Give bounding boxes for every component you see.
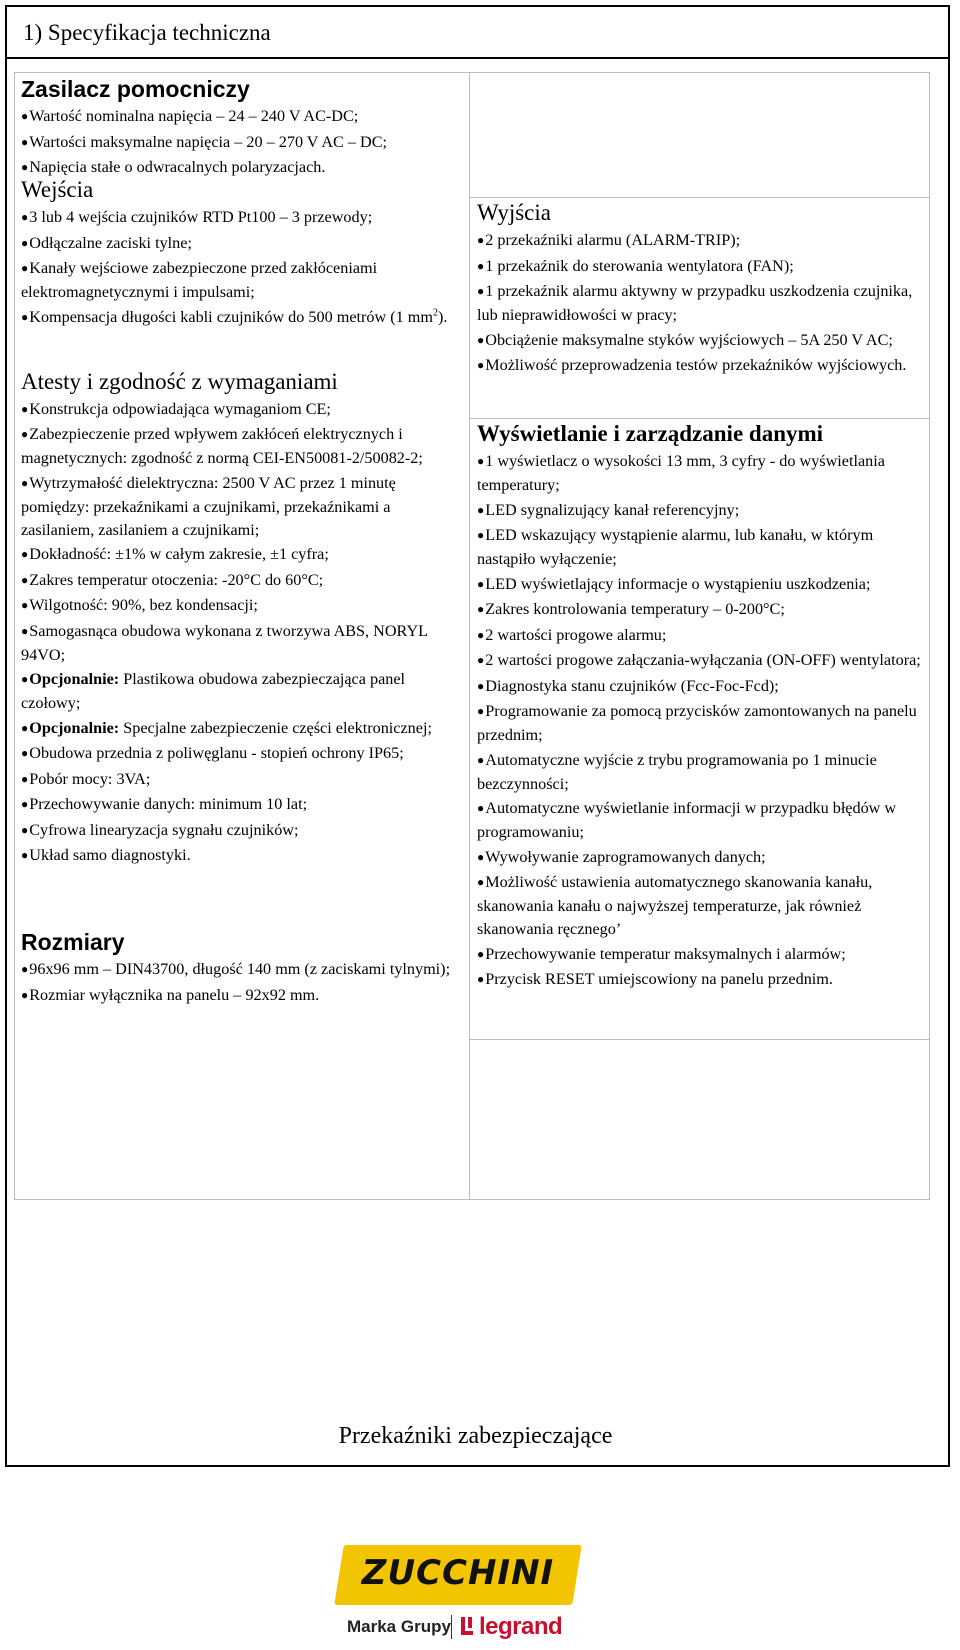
- bullet-icon: ●: [21, 547, 29, 561]
- list-item: ●LED wyświetlający informacje o wystąpieniu uszkodzenia;: [477, 574, 871, 593]
- list-wyjscia: [477, 229, 923, 378]
- list-item: ●2 wartości progowe alarmu;: [477, 625, 667, 644]
- list-item: ●Możliwość ustawienia automatycznego skanowania kanału, skanowania kanału o najwyższej temperaturze, jak również skanowania ręcznego’: [477, 873, 873, 938]
- bullet-icon: ●: [21, 401, 29, 416]
- bullet-icon: ●: [477, 627, 485, 642]
- bullet-icon: ●: [477, 946, 485, 961]
- bullet-icon: ●: [21, 210, 29, 224]
- list-item: ●2 przekaźniki alarmu (ALARM-TRIP);: [477, 231, 741, 249]
- list-item: ●Pobór mocy: 3VA;: [21, 769, 151, 788]
- list-item: ●Możliwość przeprowadzenia testów przekaźników wyjściowych.: [477, 356, 907, 374]
- section-title-wyjscia: Wyjścia: [477, 200, 551, 225]
- left-column: [21, 75, 461, 1009]
- column-divider: [469, 73, 470, 1199]
- bullet-icon: ●: [21, 822, 29, 837]
- section-atesty: [21, 368, 461, 869]
- list-item: ●Automatyczne wyjście z trybu programowania po 1 minucie bezczynności;: [477, 750, 877, 793]
- list-item: ●Obciążenie maksymalne styków wyjściowych – 5A 250 V AC;: [477, 330, 893, 349]
- bullet-icon: ●: [21, 672, 29, 686]
- bullet-icon: ●: [477, 602, 485, 616]
- legrand-mark-icon: [461, 1617, 477, 1635]
- list-item: ●Automatyczne wyświetlanie informacji w przypadku błędów w programowaniu;: [477, 799, 897, 841]
- list-item: ●Programowanie za pomocą przycisków zamontowanych na panelu przednim;: [477, 702, 917, 744]
- list-item: ●2 wartości progowe załączania-wyłączania (ON-OFF) wentylatora;: [477, 651, 921, 669]
- spec-table: [14, 72, 930, 1200]
- bullet-icon: ●: [21, 475, 29, 490]
- right-column: [477, 199, 923, 380]
- bullet-icon: ●: [477, 801, 485, 815]
- bullet-icon: ●: [477, 704, 485, 718]
- bullet-icon: ●: [21, 623, 29, 638]
- list-wyswietlanie: [477, 450, 923, 992]
- section-wejscia: [21, 176, 461, 330]
- bullet-icon: ●: [21, 109, 29, 123]
- list-item: ●Dokładność: ±1% w całym zakresie, ±1 cyfra;: [21, 545, 329, 563]
- section-rozmiary: [21, 928, 461, 1008]
- list-item: ●Konstrukcja odpowiadająca wymaganiom CE;: [21, 399, 331, 418]
- bullet-icon: ●: [21, 160, 29, 174]
- list-item: ●Zabezpieczenie przed wpływem zakłóceń elektrycznych i magnetycznych: zgodność z normą CEI-EN50081-2/50082-2;: [21, 425, 423, 467]
- list-item: ●Wytrzymałość dielektryczna: 2500 V AC przez 1 minutę pomiędzy: przekaźnikami a czujnikami, przekaźnikami a zasilaniem, zasilaniem a czujnikami;: [21, 473, 396, 539]
- list-item: ●Wartość nominalna napięcia – 24 – 240 V AC-DC;: [21, 107, 359, 125]
- list-item: ●Samogasnąca obudowa wykonana z tworzywa ABS, NORYL 94VO;: [21, 621, 428, 664]
- bullet-icon: ●: [21, 309, 29, 324]
- list-atesty: [21, 398, 461, 869]
- section-wyswietlanie: [477, 420, 923, 992]
- logo-brand-text: ZUCCHINI: [361, 1553, 555, 1593]
- logo-sub-text: Marka Grupy: [347, 1617, 451, 1636]
- list-item: ●Wilgotność: 90%, bez kondensacji;: [21, 596, 258, 614]
- bullet-icon: ●: [21, 720, 29, 735]
- bullet-icon: ●: [21, 261, 29, 275]
- bullet-icon: ●: [477, 849, 485, 864]
- header-row: [7, 7, 948, 59]
- bullet-icon: ●: [477, 284, 485, 298]
- list-item: ●Przycisk RESET umiejscowiony na panelu przednim.: [477, 970, 833, 988]
- bullet-icon: ●: [21, 771, 29, 786]
- bullet-icon: ●: [21, 235, 29, 250]
- list-item: ●Kompensacja długości kabli czujników do 500 metrów (1 $mm^2$).: [21, 307, 448, 326]
- bullet-icon: ●: [21, 962, 29, 976]
- list-item: ●Diagnostyka stanu czujników (Fcc-Foc-Fcd);: [477, 676, 779, 695]
- list-item: ●96x96 mm – DIN43700, długość 140 mm (z zaciskami tylnymi);: [21, 960, 451, 978]
- bullet-icon: ●: [21, 572, 29, 587]
- list-item: ●1 przekaźnik do sterowania wentylatora (FAN);: [477, 256, 794, 275]
- row-divider-top: [469, 197, 930, 198]
- list-item: ●Obudowa przednia z poliwęglanu - stopień ochrony IP65;: [21, 744, 404, 762]
- bullet-icon: ●: [477, 358, 485, 372]
- list-item: ●Napięcia stałe o odwracalnych polaryzacjach.: [21, 158, 326, 176]
- bullet-icon: ●: [21, 848, 29, 862]
- bullet-icon: ●: [477, 875, 485, 889]
- list-zasilacz: [21, 105, 461, 180]
- list-item: ●Cyfrowa linearyzacja sygnału czujników;: [21, 820, 299, 839]
- list-rozmiary: [21, 958, 461, 1008]
- list-item: ●Przechowywanie temperatur maksymalnych i alarmów;: [477, 944, 846, 963]
- bullet-icon: ●: [477, 258, 485, 273]
- list-item: ●Wartości maksymalne napięcia – 20 – 270 V AC – DC;: [21, 132, 388, 151]
- section-title-wejscia: Wejścia: [21, 177, 94, 202]
- bullet-icon: ●: [477, 528, 485, 542]
- list-item: ●Wywoływanie zaprogramowanych danych;: [477, 847, 766, 866]
- zucchini-legrand-logo: [333, 1545, 583, 1647]
- bullet-icon: ●: [21, 746, 29, 760]
- row-divider-middle: [469, 418, 930, 419]
- bullet-icon: ●: [21, 797, 29, 811]
- list-item: ●LED wskazujący wystąpienie alarmu, lub kanału, w którym nastąpiło wyłączenie;: [477, 526, 874, 568]
- bullet-icon: ●: [477, 454, 485, 468]
- right-column-lower: [477, 420, 923, 994]
- bullet-icon: ●: [477, 653, 485, 667]
- list-item: ●Rozmiar wyłącznika na panelu – 92x92 mm.: [21, 985, 320, 1004]
- section-title-zasilacz: Zasilacz pomocniczy: [21, 76, 250, 102]
- section-title-rozmiary: Rozmiary: [21, 929, 125, 955]
- list-item: ●3 lub 4 wejścia czujników RTD Pt100 – 3 przewody;: [21, 208, 373, 226]
- list-item: ●Opcjonalnie: Plastikowa obudowa zabezpieczająca panel czołowy;: [21, 670, 406, 712]
- section-wyjscia: [477, 199, 923, 378]
- list-item: ●Układ samo diagnostyki.: [21, 846, 191, 864]
- list-item: ●LED sygnalizujący kanał referencyjny;: [477, 500, 740, 519]
- list-item: ●Przechowywanie danych: minimum 10 lat;: [21, 795, 308, 813]
- list-item: ●Opcjonalnie: Specjalne zabezpieczenie części elektronicznej;: [21, 718, 432, 737]
- row-divider-bottom: [469, 1039, 930, 1040]
- bullet-icon: ●: [477, 502, 485, 517]
- logo-separator: [451, 1615, 452, 1639]
- list-item: ●Odłączalne zaciski tylne;: [21, 233, 192, 252]
- list-item: ●Zakres temperatur otoczenia: -20°C do 60°C;: [21, 570, 324, 589]
- logo-group-text: legrand: [479, 1613, 563, 1640]
- bullet-icon: ●: [477, 332, 485, 347]
- list-item: ●1 wyświetlacz o wysokości 13 mm, 3 cyfry - do wyświetlania temperatury;: [477, 452, 885, 494]
- list-wejscia: [21, 206, 461, 330]
- bullet-icon: ●: [477, 678, 485, 693]
- footer-caption: Przekaźniki zabezpieczające: [338, 1423, 613, 1449]
- bullet-icon: ●: [477, 752, 485, 767]
- list-item: ●Zakres kontrolowania temperatury – 0-200°C;: [477, 600, 785, 618]
- bullet-icon: ●: [21, 134, 29, 149]
- bullet-icon: ●: [21, 987, 29, 1002]
- section-title-atesty: Atesty i zgodność z wymaganiami: [21, 368, 338, 394]
- bullet-icon: ●: [21, 598, 29, 612]
- section-title-wyswietlanie: Wyświetlanie i zarządzanie danymi: [477, 421, 824, 446]
- list-item: ●1 przekaźnik alarmu aktywny w przypadku uszkodzenia czujnika, lub nieprawidłowości w pracy;: [477, 282, 913, 324]
- section-zasilacz: [21, 75, 461, 180]
- page-title: 1) Specyfikacja techniczna: [23, 20, 271, 45]
- bullet-icon: ●: [477, 972, 485, 986]
- bullet-icon: ●: [477, 576, 485, 591]
- list-item: ●Kanały wejściowe zabezpieczone przed zakłóceniami elektromagnetycznymi i impulsami;: [21, 259, 378, 301]
- bullet-icon: ●: [21, 427, 29, 441]
- bullet-icon: ●: [477, 233, 485, 247]
